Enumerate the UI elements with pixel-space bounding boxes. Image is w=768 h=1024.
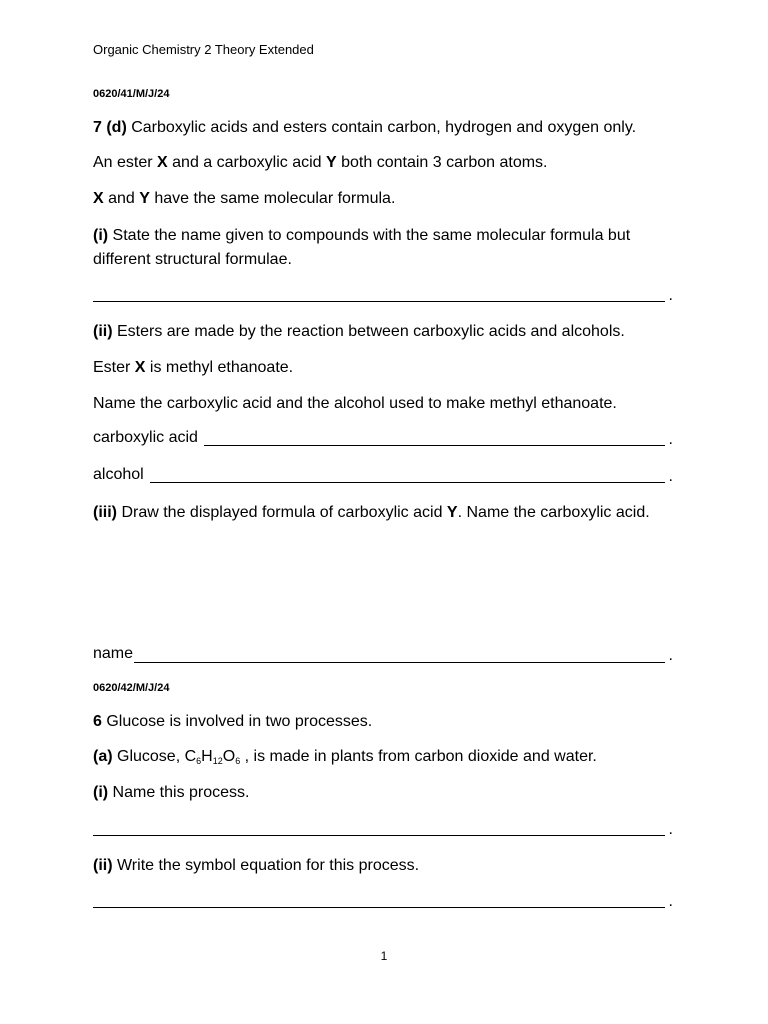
- answer-line-part-i[interactable]: [93, 285, 673, 305]
- name-label: name: [93, 645, 134, 662]
- statement-line: [93, 151, 683, 175]
- compound-y: Y: [326, 154, 337, 171]
- answer-line-name[interactable]: [93, 645, 673, 665]
- page-number: 1: [380, 949, 388, 963]
- line-end-dot: .: [668, 287, 673, 304]
- part-text: Draw the displayed formula of carboxylic acid: [117, 504, 447, 521]
- answer-rule: [134, 662, 665, 663]
- compound-x: X: [93, 190, 104, 207]
- text: and: [103, 190, 140, 207]
- text: Ester: [93, 359, 135, 376]
- part-text: State the name given to compounds with the same molecular formula but different structural formulae.: [93, 227, 631, 268]
- answer-line-alcohol[interactable]: [93, 466, 673, 486]
- text: have the same molecular formula.: [149, 190, 396, 207]
- answer-line-part-i[interactable]: [93, 819, 673, 839]
- statement-line: [93, 187, 683, 211]
- answer-line-part-ii[interactable]: [93, 891, 673, 911]
- question-text: Carboxylic acids and esters contain carbon, hydrogen and oxygen only.: [126, 119, 637, 136]
- part-text: Write the symbol equation for this process.: [112, 857, 420, 874]
- part-text: . Name the carboxylic acid.: [457, 504, 650, 521]
- answer-rule: [93, 301, 665, 302]
- part-text: Esters are made by the reaction between carboxylic acids and alcohols.: [112, 323, 625, 340]
- subscript: 12: [212, 756, 223, 766]
- question-number: 6: [93, 713, 102, 730]
- line-end-dot: .: [668, 893, 673, 910]
- answer-rule: [204, 445, 665, 446]
- part-label: (i): [93, 784, 109, 801]
- part-label: (ii): [93, 857, 113, 874]
- answer-rule: [93, 835, 665, 836]
- line-end-dot: .: [668, 647, 673, 664]
- question-intro: [93, 116, 683, 140]
- part-iii-question: [93, 501, 693, 525]
- text: An ester: [93, 154, 158, 171]
- paper-code: 0620/41/M/J/24: [93, 88, 170, 100]
- question-intro: [93, 710, 683, 734]
- alcohol-label: alcohol: [93, 466, 144, 483]
- carboxylic-acid-label: carboxylic acid: [93, 429, 198, 446]
- question-number: 7 (d): [93, 119, 127, 136]
- part-ii-question: [93, 854, 683, 878]
- compound-y: Y: [446, 504, 458, 521]
- ester-statement: [93, 356, 683, 380]
- document-header: Organic Chemistry 2 Theory Extended: [93, 42, 314, 57]
- line-end-dot: .: [668, 821, 673, 838]
- part-text: Glucose, C: [112, 748, 197, 765]
- part-i-question: [93, 224, 683, 272]
- part-label: (i): [93, 227, 109, 244]
- subscript: 6: [196, 756, 202, 766]
- line-end-dot: .: [668, 431, 673, 448]
- answer-line-carboxylic-acid[interactable]: [93, 429, 673, 449]
- text: is methyl ethanoate.: [145, 359, 294, 376]
- text: both contain 3 carbon atoms.: [336, 154, 548, 171]
- paper-code: 0620/42/M/J/24: [93, 682, 170, 694]
- line-end-dot: .: [668, 468, 673, 485]
- text: and a carboxylic acid: [167, 154, 327, 171]
- compound-x: X: [157, 154, 168, 171]
- part-ii-question: [93, 320, 683, 344]
- part-a-question: [93, 745, 683, 769]
- answer-rule: [150, 482, 665, 483]
- part-label: (ii): [93, 323, 113, 340]
- answer-rule: [93, 907, 665, 908]
- part-text: , is made in plants from carbon dioxide and water.: [240, 748, 597, 765]
- formula-element: O: [222, 748, 236, 765]
- part-label: (a): [93, 748, 113, 765]
- question-text: Glucose is involved in two processes.: [101, 713, 373, 730]
- compound-x: X: [134, 359, 146, 376]
- subscript: 6: [235, 756, 241, 766]
- part-label: (iii): [93, 504, 117, 521]
- name-prompt: Name the carboxylic acid and the alcohol used to make methyl ethanoate.: [93, 395, 617, 412]
- compound-y: Y: [139, 190, 150, 207]
- formula-element: H: [201, 748, 213, 765]
- part-text: Name this process.: [108, 784, 250, 801]
- part-i-question: [93, 781, 683, 805]
